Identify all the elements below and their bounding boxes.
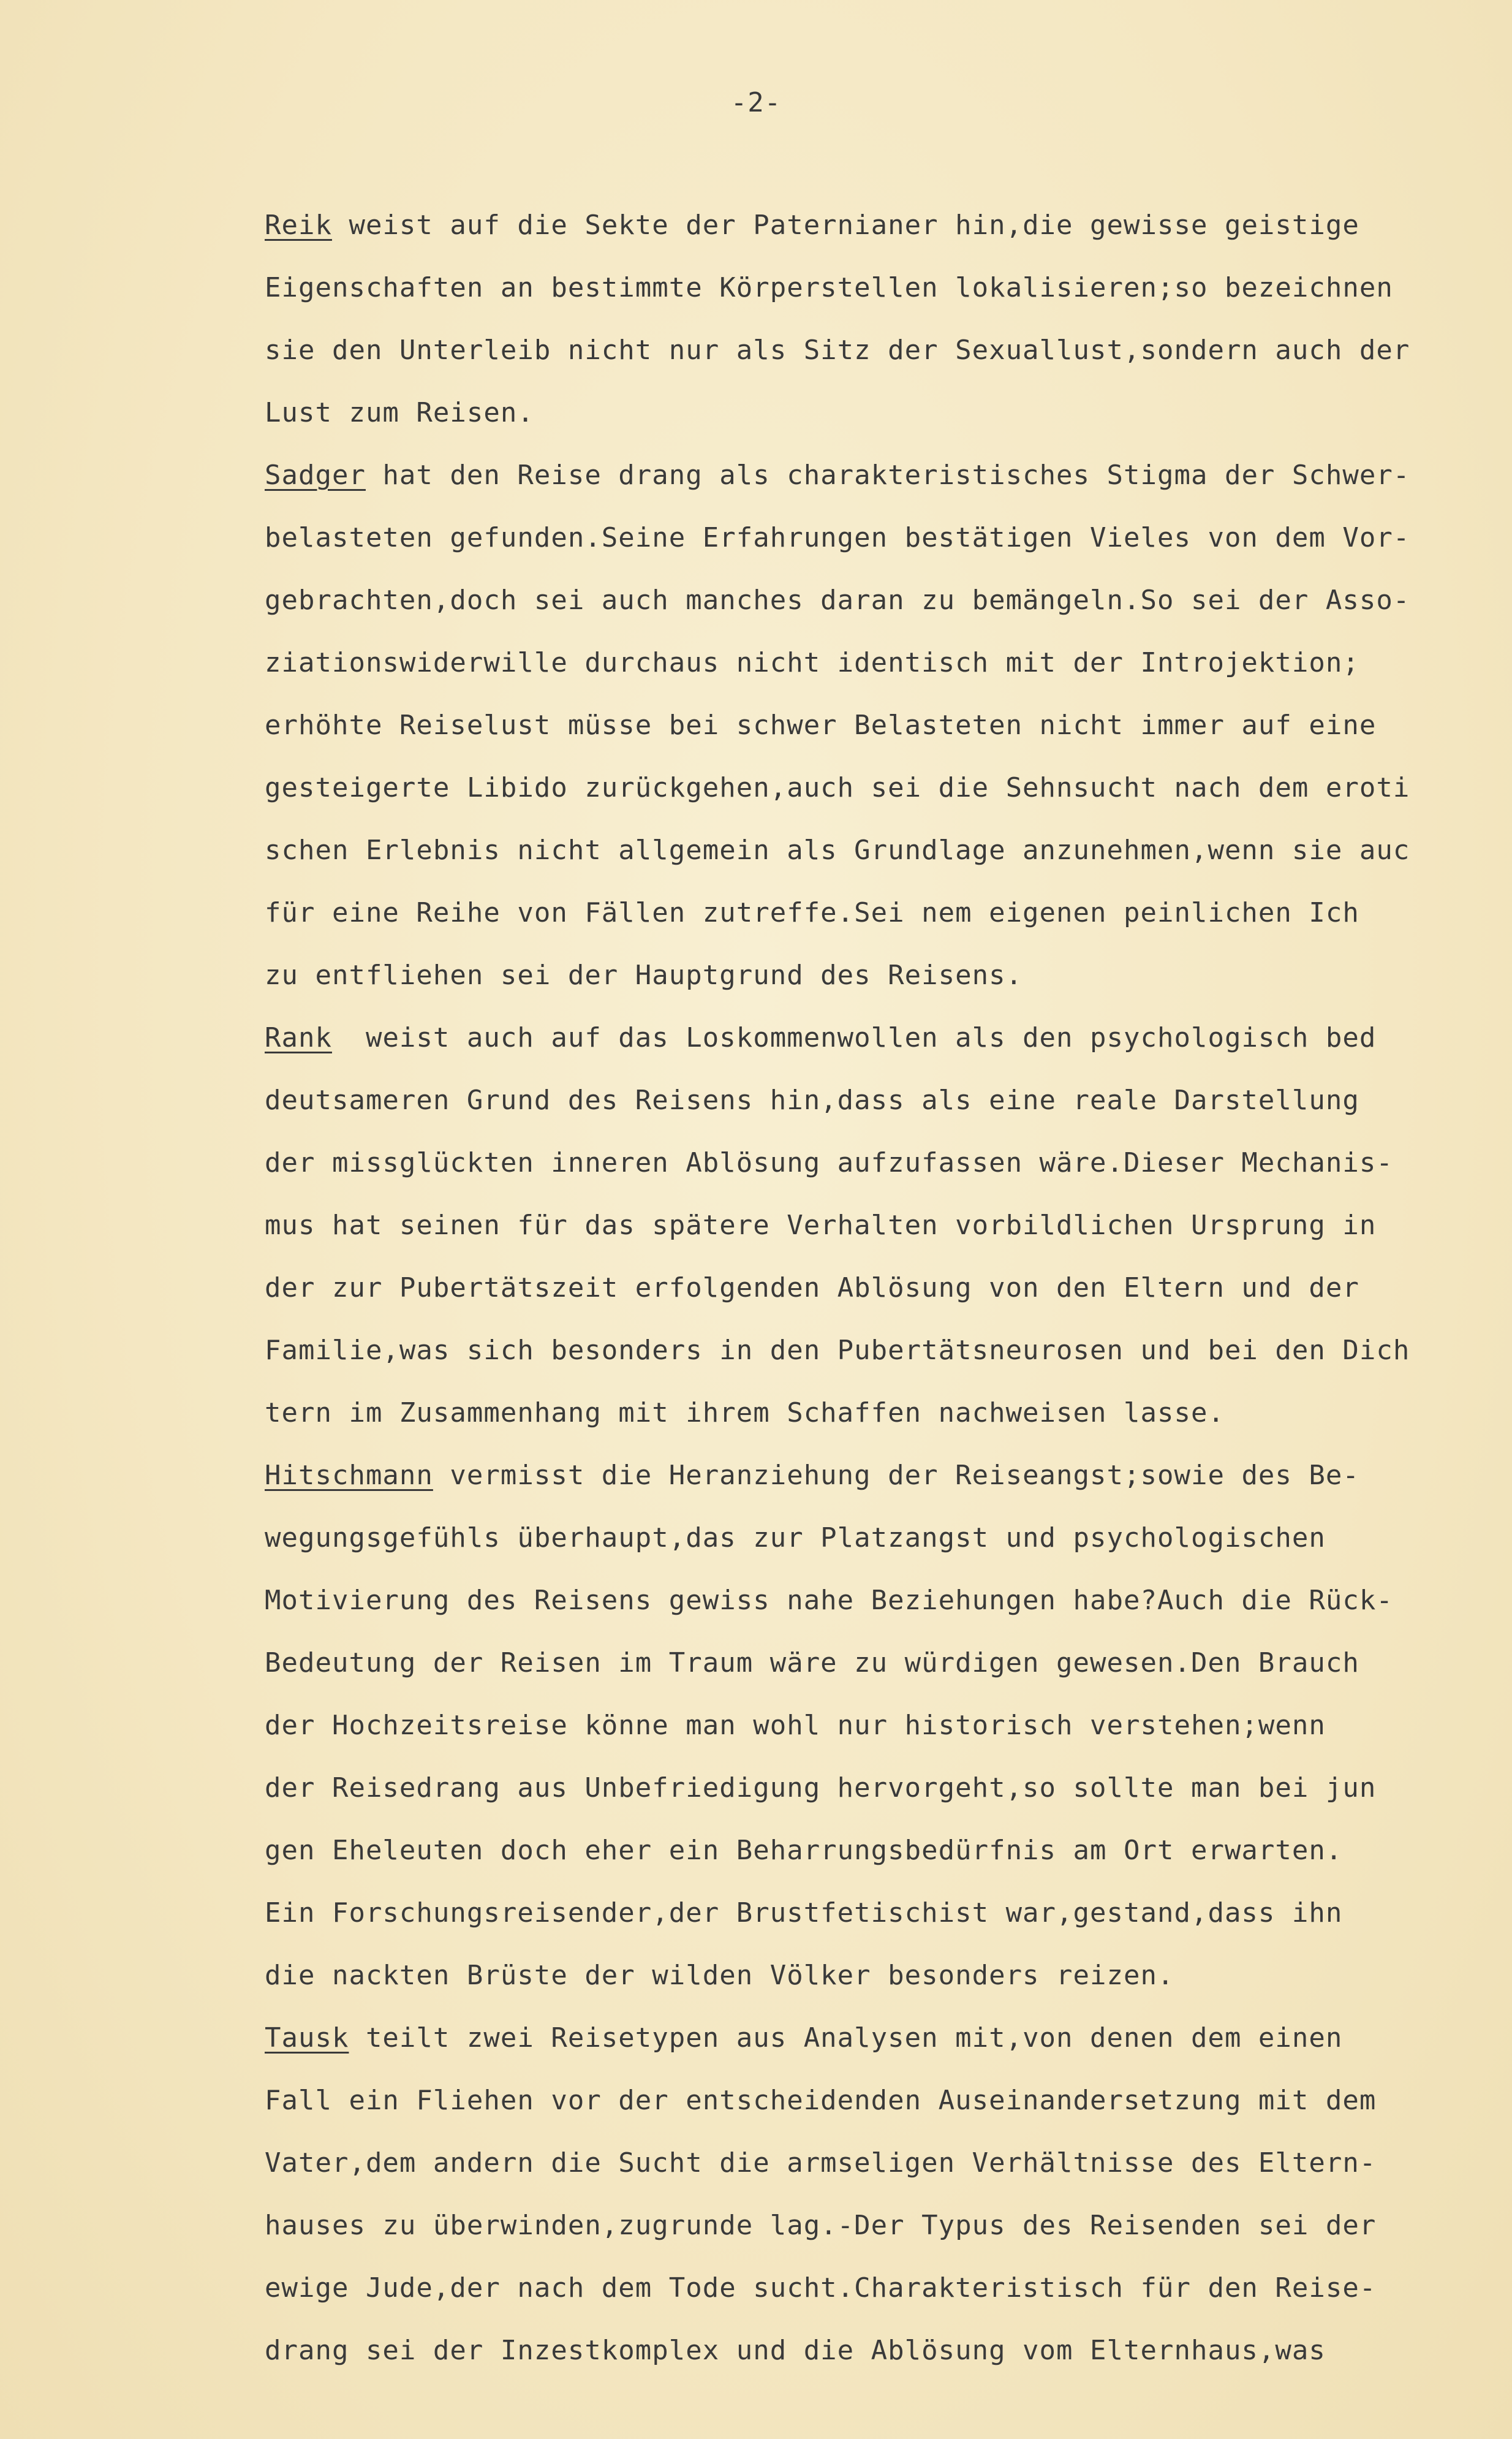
text-line: Eigenschaften an bestimmte Körperstellen lokalisieren;so bezeichnen: [265, 272, 1393, 303]
text-line: der Hochzeitsreise könne man wohl nur historisch verstehen;wenn: [265, 1710, 1326, 1741]
speaker-name-reik: Reik: [265, 210, 332, 241]
text-line: hauses zu überwinden,zugrunde lag.-Der Typus des Reisenden sei der: [265, 2210, 1377, 2241]
text-line: zu entfliehen sei der Hauptgrund des Reisens.: [265, 960, 1023, 991]
text-fragment: vermisst die Heranziehung der Reiseangst;sowie des Be-: [433, 1460, 1359, 1491]
text-line: Lust zum Reisen.: [265, 397, 534, 428]
text-line: der missglückten inneren Ablösung aufzufassen wäre.Dieser Mechanis-: [265, 1147, 1393, 1178]
paragraph-hitschmann-line-1: [265, 1457, 1359, 1494]
text-line: drang sei der Inzestkomplex und die Ablösung vom Elternhaus,was: [265, 2335, 1326, 2366]
text-line: Vater,dem andern die Sucht die armseligen Verhältnisse des Eltern-: [265, 2147, 1377, 2179]
text-line: sie den Unterleib nicht nur als Sitz der Sexuallust,sondern auch der: [265, 335, 1410, 366]
text-line: Bedeutung der Reisen im Traum wäre zu würdigen gewesen.Den Brauch: [265, 1647, 1359, 1678]
text-line: ziationswiderwille durchaus nicht identisch mit der Introjektion;: [265, 647, 1359, 678]
speaker-name-sadger: Sadger: [265, 460, 366, 491]
speaker-name-hitschmann: Hitschmann: [265, 1460, 433, 1491]
text-line: der Reisedrang aus Unbefriedigung hervorgeht,so sollte man bei jun: [265, 1772, 1377, 1804]
text-line: für eine Reihe von Fällen zutreffe.Sei nem eigenen peinlichen Ich: [265, 897, 1359, 928]
paragraph-sadger-line-1: [265, 457, 1410, 494]
paragraph-rank-line-1: [265, 1020, 1376, 1056]
text-line: gen Eheleuten doch eher ein Beharrungsbedürfnis am Ort erwarten.: [265, 1835, 1343, 1866]
text-line: deutsameren Grund des Reisens hin,dass als eine reale Darstellung: [265, 1085, 1359, 1116]
text-line: Familie,was sich besonders in den Pubertätsneurosen und bei den Dich: [265, 1335, 1410, 1366]
paragraph-reik-line-1: [265, 207, 1359, 244]
text-fragment: teilt zwei Reisetypen aus Analysen mit,von denen dem einen: [349, 2022, 1343, 2054]
text-line: Ein Forschungsreisender,der Brustfetischist war,gestand,dass ihn: [265, 1897, 1343, 1929]
text-fragment: weist auch auf das Loskommenwollen als den psychologisch bed: [331, 1022, 1377, 1053]
text-line: Motivierung des Reisens gewiss nahe Beziehungen habe?Auch die Rück-: [265, 1585, 1393, 1616]
speaker-name-rank: Rank: [265, 1022, 332, 1053]
text-line: gesteigerte Libido zurückgehen,auch sei die Sehnsucht nach dem eroti: [265, 772, 1410, 803]
text-line: Fall ein Fliehen vor der entscheidenden Auseinandersetzung mit dem: [265, 2085, 1377, 2116]
text-fragment: weist auf die Sekte der Paternianer hin,die gewisse geistige: [331, 210, 1359, 241]
speaker-name-tausk: Tausk: [265, 2022, 349, 2054]
text-fragment: hat den Reise drang als charakteristisches Stigma der Schwer-: [365, 460, 1410, 491]
text-line: der zur Pubertätszeit erfolgenden Ablösung von den Eltern und der: [265, 1272, 1359, 1303]
text-line: mus hat seinen für das spätere Verhalten vorbildlichen Ursprung in: [265, 1210, 1377, 1241]
page-number: -2-: [730, 87, 782, 118]
text-line: wegungsgefühls überhaupt,das zur Platzangst und psychologischen: [265, 1522, 1326, 1553]
text-line: die nackten Brüste der wilden Völker besonders reizen.: [265, 1960, 1174, 1991]
text-line: tern im Zusammenhang mit ihrem Schaffen nachweisen lasse.: [265, 1397, 1225, 1428]
text-line: erhöhte Reiselust müsse bei schwer Belasteten nicht immer auf eine: [265, 710, 1377, 741]
text-line: belasteten gefunden.Seine Erfahrungen bestätigen Vieles von dem Vor-: [265, 522, 1410, 553]
paragraph-tausk-line-1: [265, 2020, 1342, 2057]
text-line: schen Erlebnis nicht allgemein als Grundlage anzunehmen,wenn sie auc: [265, 835, 1410, 866]
text-line: gebrachten,doch sei auch manches daran zu bemängeln.So sei der Asso-: [265, 585, 1410, 616]
text-line: ewige Jude,der nach dem Tode sucht.Charakteristisch für den Reise-: [265, 2272, 1377, 2304]
